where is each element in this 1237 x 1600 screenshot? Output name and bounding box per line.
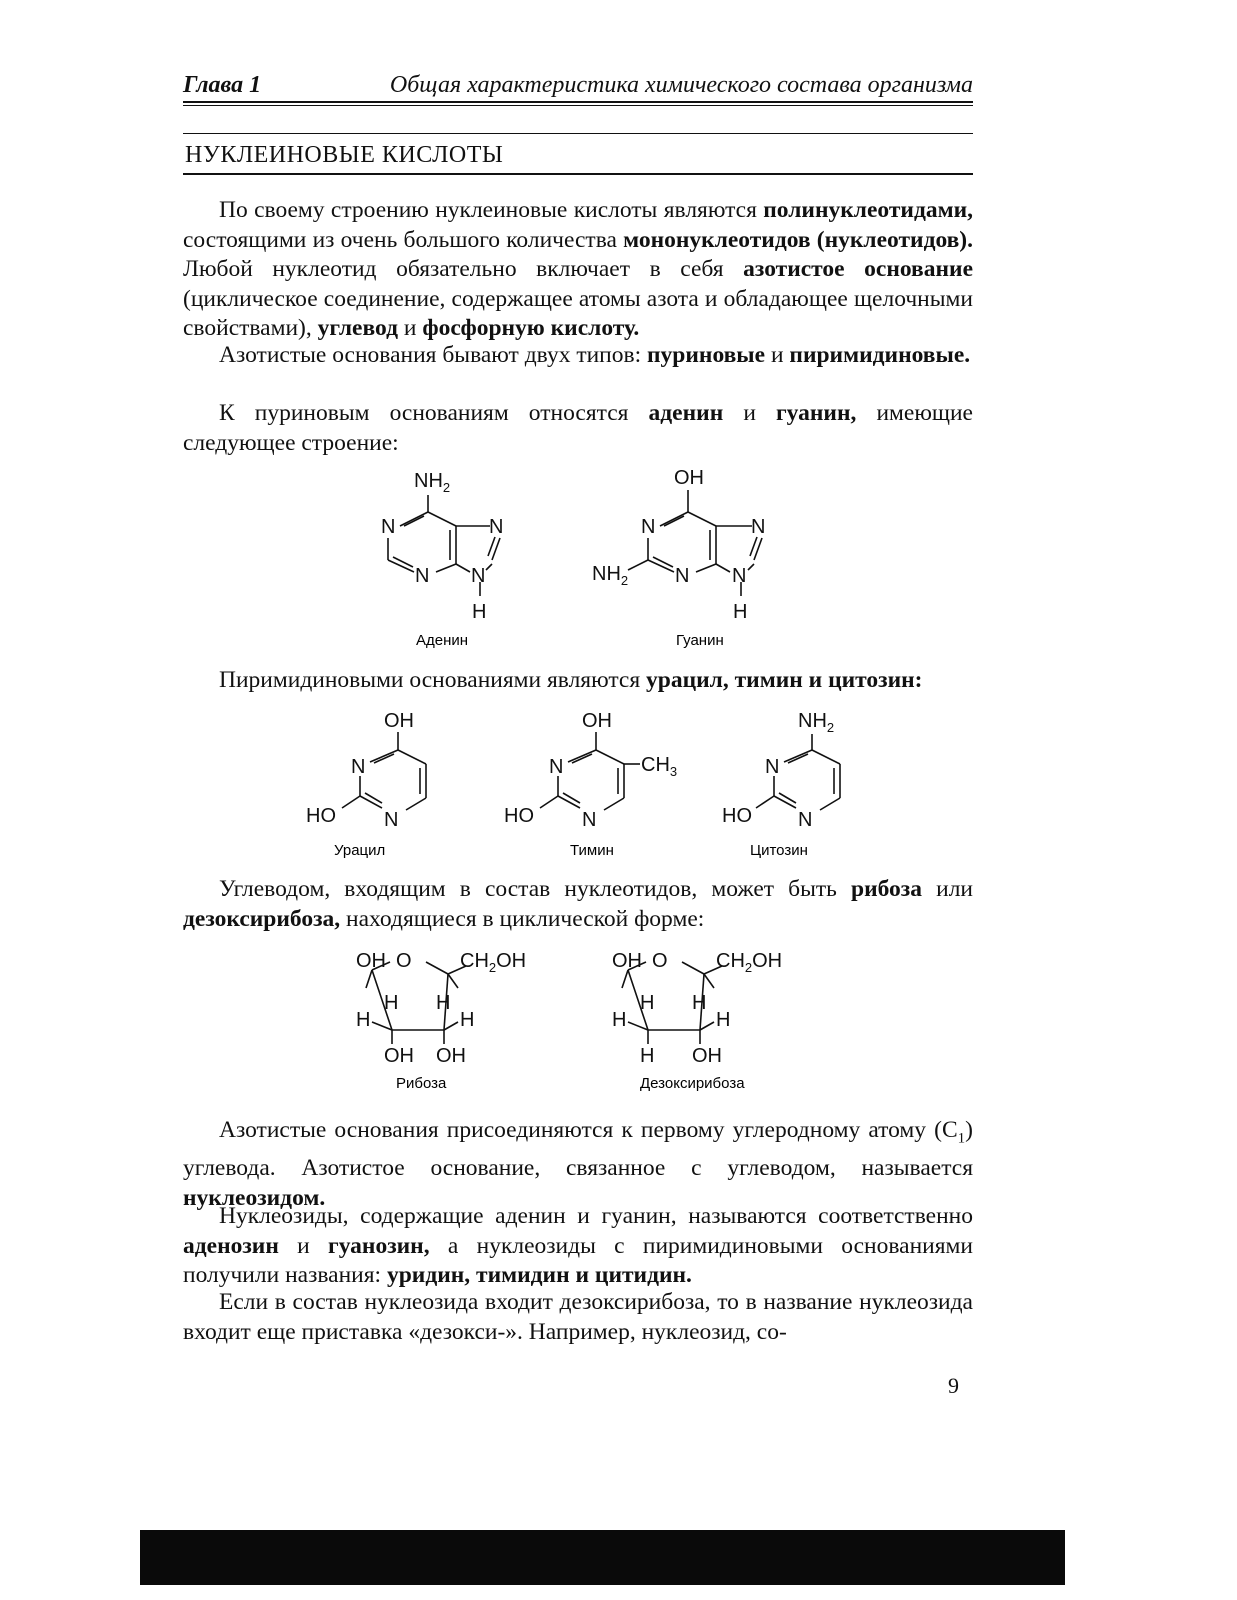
p1-text-2: состоящими из очень большого количества (183, 226, 624, 253)
guanine-n7: N (751, 516, 766, 538)
p5-bold-1: рибоза (851, 876, 922, 902)
ribose-ch2oh: $CH_2OH$ (460, 950, 527, 975)
adenine-nh2: $NH_2$ (414, 470, 451, 495)
thymine-caption: Тимин (570, 842, 614, 859)
cytosine-ho: HO (722, 805, 752, 827)
adenine-n3: N (415, 565, 430, 587)
p1-bold-2: мононуклеотидов (нуклеотидов). (623, 226, 974, 253)
paragraph-4 (183, 666, 973, 696)
paragraph-6 (183, 1116, 973, 1213)
thymine-ho: HO (504, 805, 534, 827)
p1-bold-3: азотистое основание (743, 256, 974, 282)
thymine-oh: OH (582, 710, 612, 732)
p1-text-3: Любой нуклеотид обязательно включает в себя (183, 256, 744, 282)
uracil-n3: N (384, 809, 399, 831)
deoxyribose-h4: H (716, 1009, 731, 1031)
p7-bold-3: уридин, тимидин и цитидин. (386, 1262, 692, 1288)
deoxyribose-oh-top: OH (612, 950, 642, 972)
p2-bold-1: пуриновые (647, 342, 766, 368)
p1-bold-1: полинуклеотидами, (763, 197, 973, 223)
guanine-n3: N (675, 565, 690, 587)
cytosine-caption: Цитозин (750, 842, 808, 859)
cytosine-nh2: $NH_2$ (798, 710, 835, 735)
ribose-h1: H (384, 992, 399, 1014)
ribose-oh-bottom-right: OH (436, 1045, 466, 1067)
p1-bold-5: фосфорную кислоту. (422, 315, 640, 341)
p6-subscript: 1 (957, 1130, 966, 1147)
adenine-n1: N (381, 516, 396, 538)
sugar-structures (0, 940, 1237, 1100)
guanine-n1: N (641, 516, 656, 538)
ribose-bonds (366, 962, 466, 1044)
p2-text-1: Азотистые основания бывают двух типов: (219, 342, 647, 368)
p4-text-1: Пиримидиновыми основаниями являются (219, 667, 647, 693)
guanine-oh: OH (674, 467, 704, 489)
p3-text-3: имеющие следующее строение: (183, 400, 973, 456)
deoxyribose-h3: H (612, 1009, 627, 1031)
p1-bold-4: углевод (317, 315, 398, 341)
p3-bold-1: аденин (648, 400, 724, 426)
scan-edge-bar (140, 1530, 1065, 1585)
deoxyribose-bonds (622, 962, 722, 1044)
chapter-label: Глава 1 (183, 72, 262, 98)
page-number: 9 (948, 1373, 959, 1398)
p7-text-3: а нуклеозиды с пиримидиновыми основаниями получили названия: (183, 1232, 973, 1288)
uracil-oh: OH (384, 710, 414, 732)
p5-text-2: или (922, 876, 973, 902)
p2-text-2: и (765, 342, 790, 368)
adenine-n7: N (489, 516, 504, 538)
guanine-h: H (733, 601, 748, 623)
cytosine-labels (722, 710, 834, 831)
deoxyribose-h2: H (692, 992, 707, 1014)
paragraph-5 (183, 875, 973, 934)
ribose-caption: Рибоза (396, 1075, 447, 1092)
p1-text-5: и (397, 315, 423, 341)
pyrimidine-structures (0, 700, 1237, 865)
uracil-caption: Урацил (334, 842, 386, 859)
paragraph-7 (183, 1202, 973, 1291)
p7-bold-1: аденозин (183, 1232, 279, 1259)
p6-text-1: Азотистые основания присоединяются к первому углеродному атому (C (219, 1117, 958, 1143)
section-title: НУКЛЕИНОВЫЕ КИСЛОТЫ (185, 142, 504, 168)
deoxyribose-h1: H (640, 992, 655, 1014)
guanine-n9: N (732, 565, 747, 587)
deoxyribose-h-bottom-left: H (640, 1045, 655, 1067)
p5-text-3: находящиеся в циклической форме: (340, 905, 705, 932)
ribose-oh-bottom-left: OH (384, 1045, 414, 1067)
adenine-caption: Аденин (416, 632, 469, 649)
deoxyribose-caption: Дезоксирибоза (640, 1075, 745, 1092)
cytosine-n3: N (798, 809, 813, 831)
deoxyribose-oh-bottom-right: OH (692, 1045, 722, 1067)
adenine-labels (381, 470, 503, 623)
running-title: Общая характеристика химического состава организма (389, 72, 973, 98)
ribose-labels (356, 950, 526, 1067)
p1-text-1: По своему строению нуклеиновые кислоты являются (219, 197, 764, 223)
thymine-n3: N (582, 809, 597, 831)
p6-bold-1: нуклеозидом. (183, 1184, 326, 1211)
ribose-ring-o: O (396, 950, 412, 972)
deoxyribose-ch2oh: $CH_2OH$ (716, 950, 783, 975)
ribose-oh-top: OH (356, 950, 386, 972)
deoxyribose-labels (612, 950, 782, 1067)
ribose-h2: H (436, 992, 451, 1014)
paragraph-1 (183, 196, 973, 344)
thymine-n1: N (549, 756, 564, 778)
thymine-ch3: $CH_3$ (641, 754, 678, 779)
p1-text-4: (циклическое соединение, содержащее атомы азота и обладающее щелочными свойствами), (183, 285, 973, 341)
guanine-labels (592, 467, 765, 623)
adenine-n9: N (471, 565, 486, 587)
uracil-labels (306, 710, 414, 831)
adenine-h: H (472, 601, 487, 623)
deoxyribose-ring-o: O (652, 950, 668, 972)
p3-text-1: К пуриновым основаниям относятся (219, 400, 649, 426)
ribose-h4: H (460, 1009, 475, 1031)
thymine-labels (504, 710, 677, 831)
p6-text-2: ) углевода. Азотистое основание, связанное с углеводом, называется (183, 1117, 973, 1182)
guanine-nh2: $NH_2$ (592, 563, 629, 588)
purine-structures (0, 460, 1237, 655)
p7-text-1: Нуклеозиды, содержащие аденин и гуанин, называются соответственно (219, 1203, 973, 1229)
p5-text-1: Углеводом, входящим в состав нуклеотидов, может быть (219, 876, 851, 902)
header-rule-bottom (183, 105, 973, 106)
p4-bold-1: урацил, тимин и цитозин: (646, 667, 923, 693)
uracil-n1: N (351, 756, 366, 778)
p8-text-1: Если в состав нуклеозида входит дезоксирибоза, то в название нуклеозида входит еще приставка «дезокси-». Например, нуклеозид, со- (183, 1289, 973, 1345)
paragraph-8 (183, 1288, 973, 1347)
paragraph-2 (183, 341, 973, 371)
guanine-caption: Гуанин (676, 632, 724, 649)
running-header (183, 72, 973, 98)
header-rule-top (183, 101, 973, 103)
p7-text-2: и (278, 1232, 329, 1259)
paragraph-3 (183, 399, 973, 458)
cytosine-n1: N (765, 756, 780, 778)
section-rule-bottom (183, 173, 973, 175)
p2-bold-2: пиримидиновые. (789, 342, 971, 368)
p5-bold-2: дезоксирибоза, (183, 905, 341, 932)
p7-bold-2: гуанозин, (328, 1232, 430, 1259)
p3-text-2: и (723, 400, 776, 426)
uracil-ho: HO (306, 805, 336, 827)
ribose-h3: H (356, 1009, 371, 1031)
section-rule-top (183, 133, 973, 134)
p3-bold-2: гуанин, (776, 400, 857, 426)
